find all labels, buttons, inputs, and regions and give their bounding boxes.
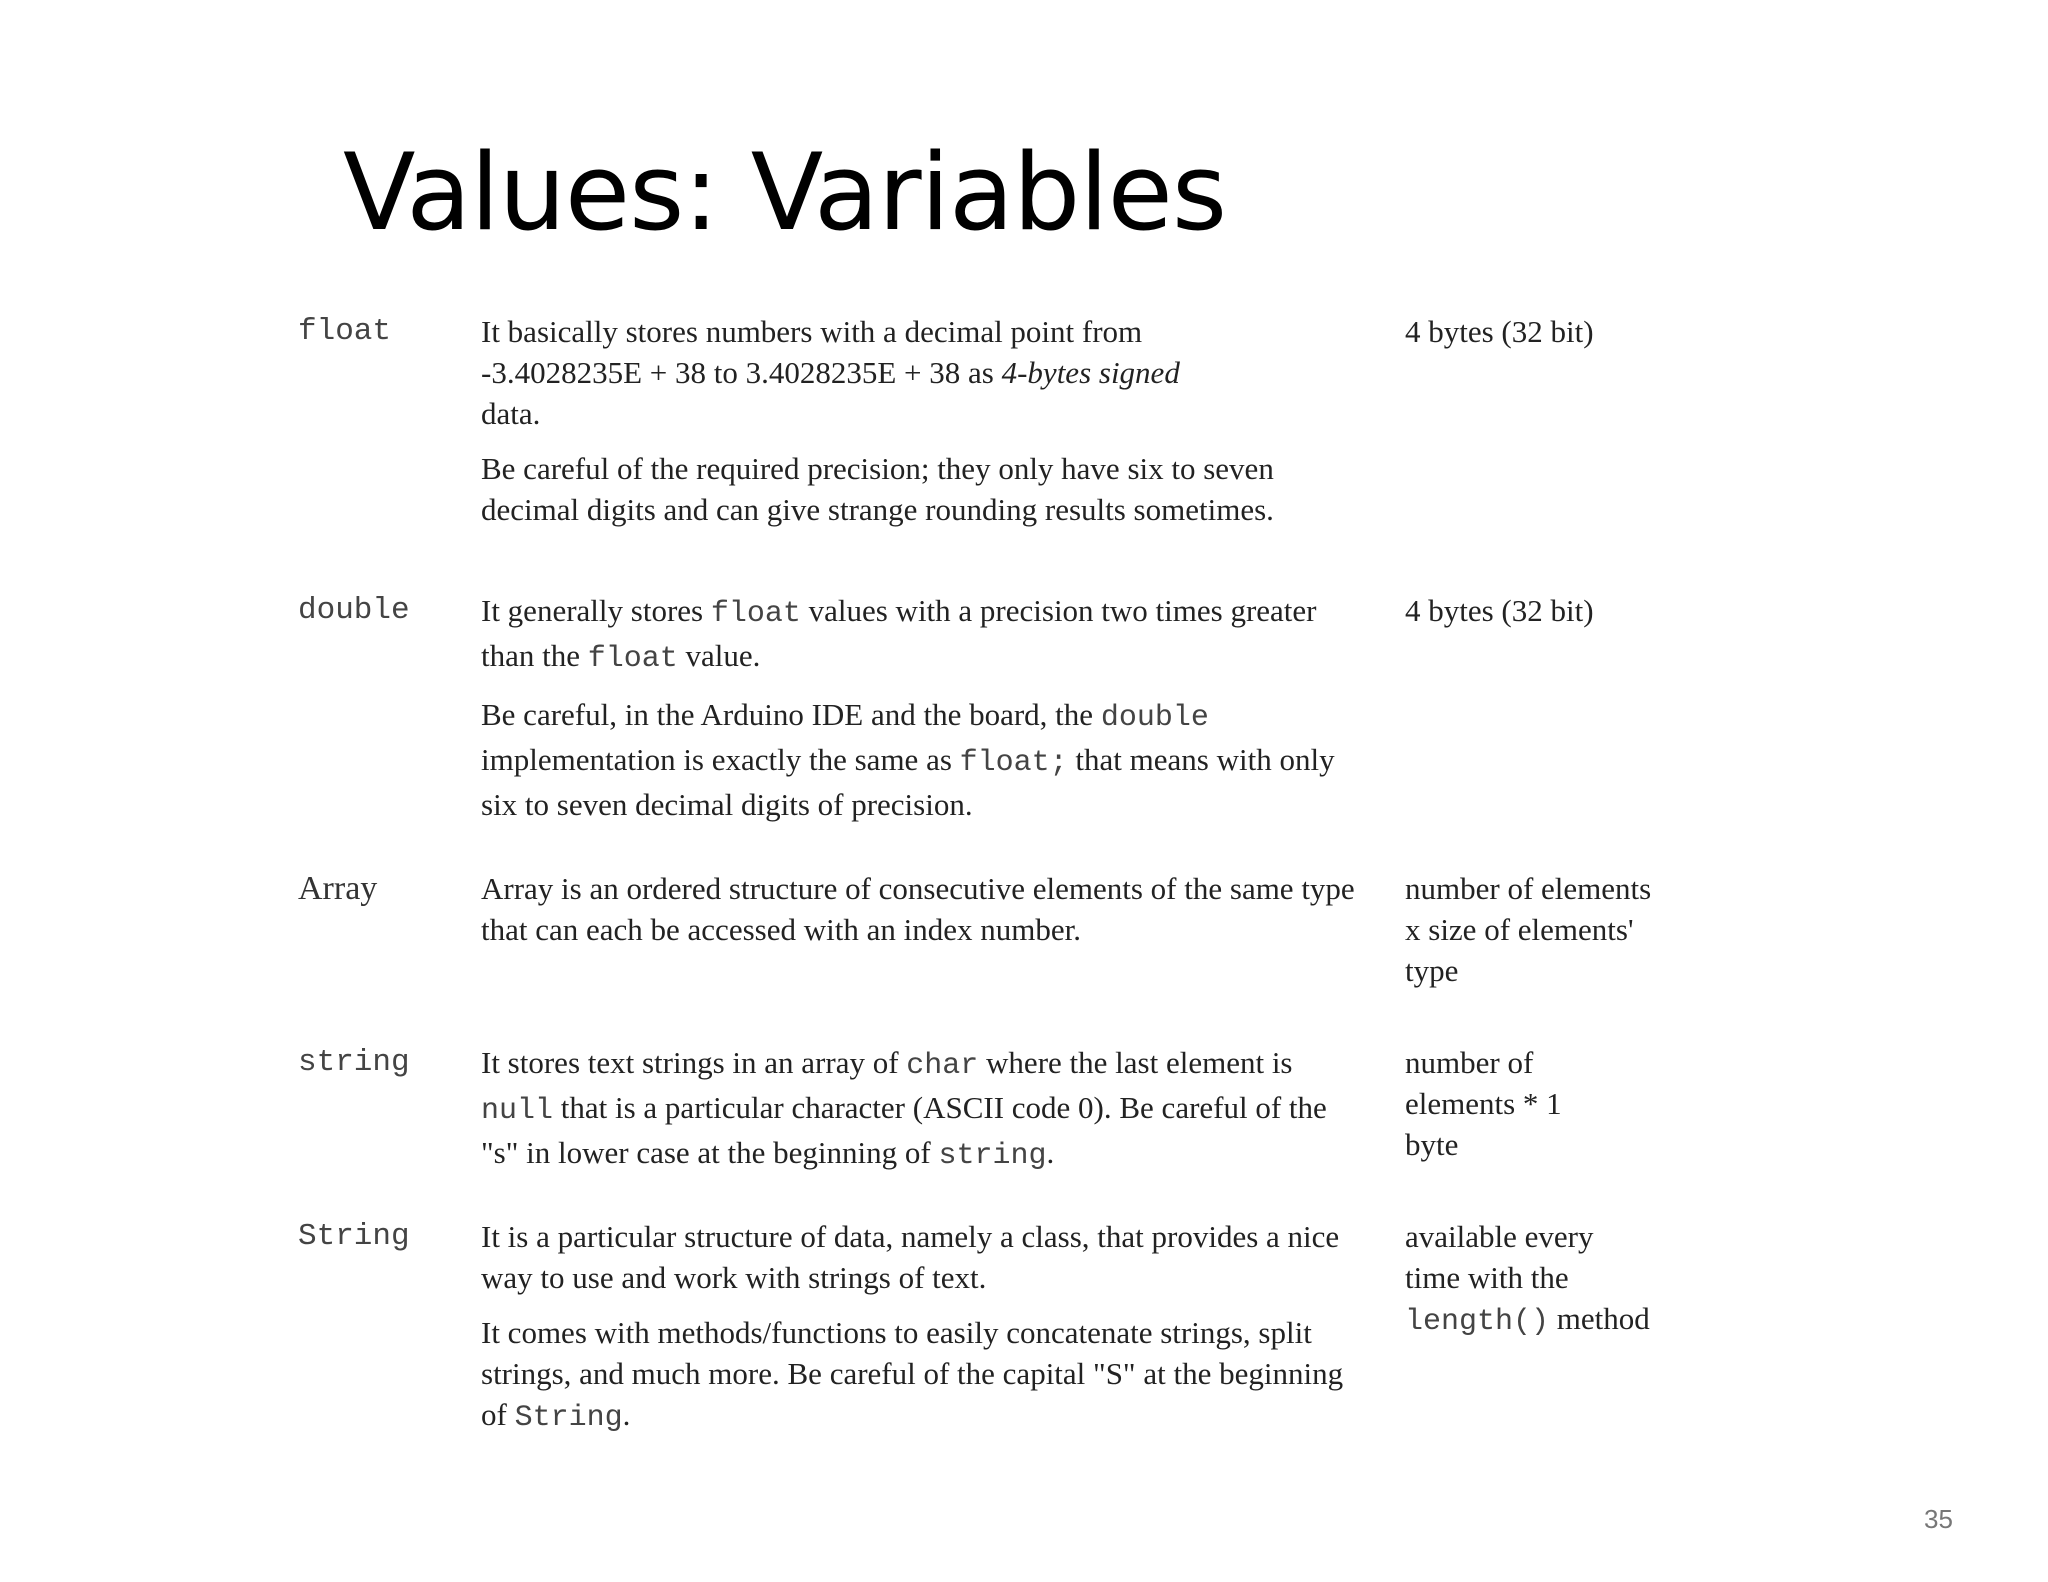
description-cell xyxy=(481,590,1371,825)
size-cell: 4 bytes (32 bit) xyxy=(1405,314,1594,349)
description-note: It comes with methods/functions to easily concatenate strings, split strings, and much more. Be careful of the capital "S" at the beginning of String. xyxy=(481,1315,1344,1435)
description-note: Be careful of the required precision; they only have six to seven decimal digits and can give strange rounding results sometimes. xyxy=(481,451,1274,527)
size-cell: number of elements x size of elements' type xyxy=(1405,871,1652,988)
description-cell xyxy=(481,868,1371,950)
type-cell: double xyxy=(298,593,410,628)
size-cell: number of elements * 1 byte xyxy=(1405,1045,1562,1162)
description-paragraph: Array is an ordered structure of consecutive elements of the same type that can each be accessed with an index number. xyxy=(481,871,1355,947)
description-paragraph: It is a particular structure of data, namely a class, that provides a nice way to use and work with strings of text. xyxy=(481,1219,1340,1295)
size-cell: 4 bytes (32 bit) xyxy=(1405,593,1594,628)
description-paragraph: It generally stores float values with a precision two times greater than the float value. xyxy=(481,593,1317,676)
description-note: Be careful, in the Arduino IDE and the board, the double implementation is exactly the same as float; that means with only six to seven decimal digits of precision. xyxy=(481,697,1335,822)
description-cell xyxy=(481,311,1371,530)
description-cell xyxy=(481,1042,1371,1177)
description-cell xyxy=(481,1216,1371,1439)
description-paragraph: It stores text strings in an array of char where the last element is null that is a particular character (ASCII code 0). Be careful of the "s" in lower case at the beginning of string. xyxy=(481,1045,1327,1173)
slide-title: Values: Variables xyxy=(343,131,1227,254)
size-cell: available every time with the length() method xyxy=(1405,1219,1650,1339)
type-cell: String xyxy=(298,1219,410,1254)
type-cell: float xyxy=(298,314,392,349)
description-paragraph: It basically stores numbers with a decimal point from -3.4028235E + 38 to 3.4028235E + 38 as 4-bytes signed data. xyxy=(481,314,1180,431)
type-cell: string xyxy=(298,1045,410,1080)
type-cell: Array xyxy=(298,870,378,907)
page-number: 35 xyxy=(1924,1504,1953,1534)
